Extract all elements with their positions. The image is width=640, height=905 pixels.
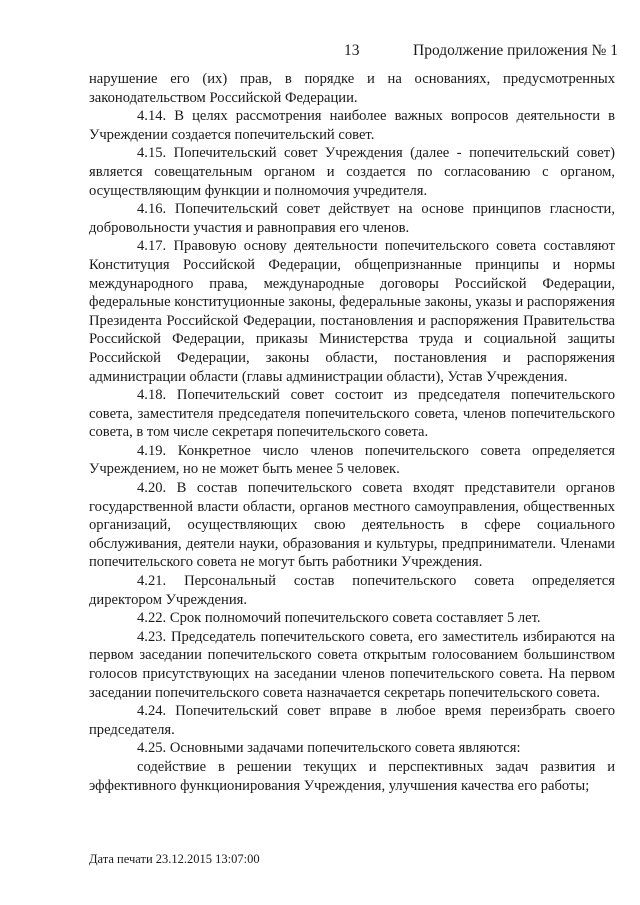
paragraph: 4.18. Попечительский совет состоит из председателя попечительского совета, заместителя председателя попечительского совета, членов попечительского совета, в том числе секретаря попечительского совета. (89, 387, 615, 441)
paragraph: 4.14. В целях рассмотрения наиболее важных вопросов деятельности в Учреждении создается попечительский совет. (89, 108, 615, 143)
paragraph: 4.21. Персональный состав попечительского совета определяется директором Учреждения. (89, 573, 615, 608)
appendix-label: Продолжение приложения № 1 (413, 42, 618, 59)
paragraph: 4.20. В состав попечительского совета входят представители органов государственной власти области, органов местного самоуправления, общественных организаций, осуществляющих свою деятельность в сфере социального обслуживания, деятели науки, образования и культуры, предприниматели. Членами попечительского совета не могут быть работники Учреждения. (89, 480, 615, 571)
paragraph: 4.17. Правовую основу деятельности попечительского совета составляют Конституция Российской Федерации, общепризнанные принципы и нормы международного права, международные договоры Российской Федерации, федеральные конституционные законы, федеральные законы, указы и распоряжения Президента Российской Федерации, постановления и распоряжения Правительства Российской Федерации, приказы Министерства труда и социальной защиты Российской Федерации, законы области, постановления и распоряжения администрации области (главы администрации области), Устав Учреждения. (89, 238, 615, 385)
paragraph: 4.19. Конкретное число членов попечительского совета определяется Учреждением, но не может быть менее 5 человек. (89, 442, 615, 478)
paragraph: 4.23. Председатель попечительского совета, его заместитель избираются на первом заседании попечительского совета открытым голосованием большинством голосов присутствующих на заседании членов попечительского совета. На первом заседании попечительского совета назначается секретарь попечительского совета. (89, 628, 615, 701)
page-header (0, 42, 640, 62)
paragraph: содействие в решении текущих и перспективных задач развития и эффективного функционирования Учреждения, улучшения качества его работы; (89, 758, 615, 794)
paragraph: 4.15. Попечительский совет Учреждения (далее - попечительский совет) является совещательным органом и создается по согласованию с органом, осуществляющим функции и полномочия учредителя. (89, 145, 615, 199)
paragraph: нарушение его (их) прав, в порядке и на основаниях, предусмотренных законодательством Российской Федерации. (89, 71, 615, 106)
print-date: Дата печати 23.12.2015 13:07:00 (89, 852, 260, 866)
paragraph: 4.24. Попечительский совет вправе в любое время переизбрать своего председателя. (89, 703, 615, 738)
document-body (89, 70, 615, 795)
paragraph: 4.16. Попечительский совет действует на основе принципов гласности, добровольности участия и равноправия его членов. (89, 201, 615, 236)
page-number: 13 (344, 42, 360, 59)
paragraph: 4.25. Основными задачами попечительского совета являются: (137, 740, 521, 757)
paragraph: 4.22. Срок полномочий попечительского совета составляет 5 лет. (137, 610, 541, 627)
